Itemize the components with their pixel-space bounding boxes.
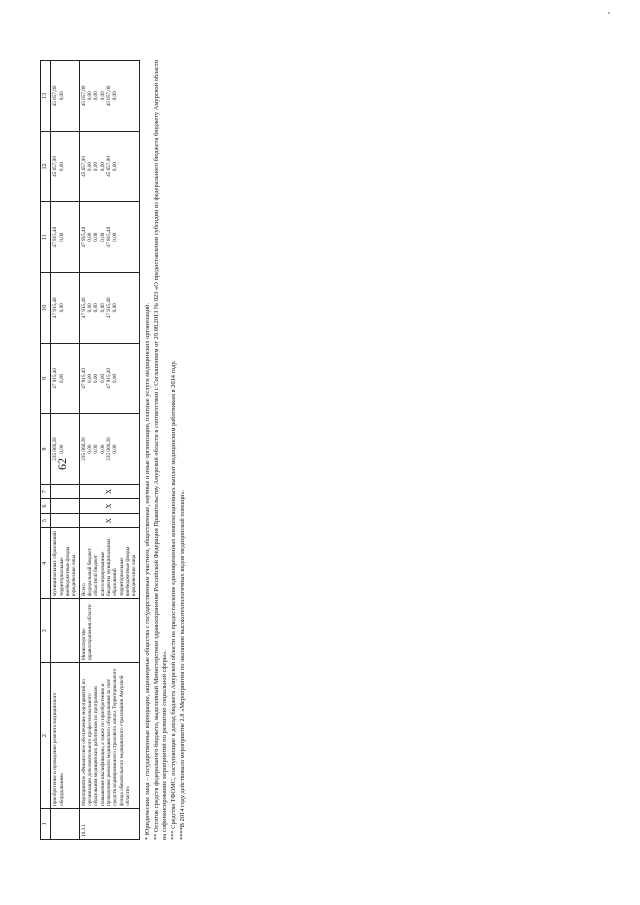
value: 0,00 xyxy=(99,232,106,242)
value: 47 915,40 xyxy=(80,226,87,248)
header-cell: 11 xyxy=(41,202,51,273)
header-cell: 8 xyxy=(41,414,51,485)
value: 0,00 xyxy=(58,232,65,242)
value: 0,00 xyxy=(112,444,119,454)
value: 0,00 xyxy=(87,303,94,313)
value: 45 657,00 xyxy=(80,85,87,107)
source-label: консолидированные бюджеты муниципальных образований xyxy=(99,538,119,597)
header-cell: 6 xyxy=(41,499,51,514)
value: 45 657,00 xyxy=(106,85,113,107)
col6-cell xyxy=(51,499,79,514)
cross-mark: X xyxy=(79,484,139,499)
header-cell: 7 xyxy=(41,484,51,499)
scan-speck xyxy=(608,12,610,14)
header-cell: 3 xyxy=(41,599,51,663)
value: 0,00 xyxy=(99,444,106,454)
footnotes xyxy=(144,60,187,840)
source-label: областной бюджет xyxy=(93,555,100,597)
source-label: территориальные внебюджетные фонды xyxy=(118,546,132,597)
header-cell: 10 xyxy=(41,272,51,343)
col13-cell xyxy=(51,61,79,132)
source-label: муниципальных образований xyxy=(52,531,59,597)
value: 0,00 xyxy=(93,161,100,172)
col10-cell xyxy=(79,272,139,343)
value: 235 060,20 xyxy=(106,437,113,461)
col9-cell xyxy=(51,343,79,414)
value: 45 657,00 xyxy=(106,156,113,177)
funding-sources xyxy=(79,528,139,599)
header-cell: 13 xyxy=(41,61,51,132)
program-table xyxy=(40,60,140,840)
value: 0,00 xyxy=(58,444,65,454)
value: 47 915,40 xyxy=(106,368,113,389)
value: 0,00 xyxy=(93,91,100,101)
source-label: территориальные внебюджетные фонды xyxy=(58,546,71,597)
header-cell: 4 xyxy=(41,528,51,599)
activity-name: Мероприятие «Финансовое обеспечение мероприятий по организации дополнительного профессионального образования медицинских работников по программам повышения квалификации, а также по приобретению и проведению ремонта медицинского оборудования за счет средств нормированного страхового запаса Территориального фонда обязательного медицинского страхования Амурской области» xyxy=(79,663,139,808)
value: 47 915,40 xyxy=(80,297,87,319)
header-cell: 9 xyxy=(41,343,51,414)
value: 45 657,00 xyxy=(80,156,87,177)
value: 0,00 xyxy=(58,91,65,101)
cross-mark: X xyxy=(79,513,139,528)
source-label: Всего xyxy=(80,583,87,597)
value: 45 657,00 xyxy=(52,85,59,107)
value: 0,00 xyxy=(58,303,65,313)
table-header-row xyxy=(41,61,51,840)
value: 0,00 xyxy=(112,161,119,172)
row-number: 10.3.1 xyxy=(79,808,139,839)
value: 0,00 xyxy=(93,373,100,383)
value: 47 915,40 xyxy=(52,368,59,389)
col9-cell xyxy=(79,343,139,414)
col12-cell xyxy=(79,131,139,202)
col11-cell xyxy=(79,202,139,273)
col8-cell xyxy=(79,414,139,485)
col11-cell xyxy=(51,202,79,273)
executor: Министерство здравоохранения области xyxy=(79,599,139,663)
header-cell: 2 xyxy=(41,663,51,808)
footnote: * Юридические лица – государственные корпорации, акционерные общества с государственным участием, общественные, научные и иные организации, платные услуги медицинских организаций. xyxy=(143,302,151,840)
value: 0,00 xyxy=(87,161,94,172)
value: 0,00 xyxy=(99,91,106,101)
value: 0,00 xyxy=(87,444,94,454)
footnote: ** Остаток средств федерального бюджета, выделенный Министерством здравоохранения Российской Федерации Правительству Амурской области в соответствии с Соглашением от 29.08.2013 № 023 «О предоставлении субсидии из федерального бюджета бюджету Амурской области на софинансирование мероприятий по развитию социальной сферы». xyxy=(152,60,168,840)
page-number: 62 xyxy=(55,458,69,470)
value: 47 915,40 xyxy=(52,297,59,319)
col13-cell xyxy=(79,61,139,132)
value: 235 060,20 xyxy=(52,437,59,461)
value: 0,00 xyxy=(87,373,94,383)
cross-mark: X xyxy=(79,499,139,514)
source-label: юридические лица xyxy=(131,554,138,597)
value: 45 657,00 xyxy=(52,156,59,177)
col7-cell xyxy=(51,484,79,499)
funding-sources xyxy=(51,528,79,599)
value: 0,00 xyxy=(112,232,119,242)
value: 0,00 xyxy=(99,373,106,383)
value: 47 915,40 xyxy=(106,226,113,248)
value: 0,00 xyxy=(112,373,119,383)
value: 0,00 xyxy=(58,373,65,383)
value: 0,00 xyxy=(93,232,100,242)
footnote: ****В 2014 году действовало мероприятие 2.8 «Мероприятия по оказанию высокотехнологичных видов медицинской помощи». xyxy=(178,489,186,840)
value: 47 915,40 xyxy=(106,297,113,319)
value: 0,00 xyxy=(87,232,94,242)
row-number xyxy=(51,808,79,839)
header-cell: 12 xyxy=(41,131,51,202)
value: 47 915,40 xyxy=(52,226,59,248)
col10-cell xyxy=(51,272,79,343)
source-label: федеральный бюджет xyxy=(87,548,94,597)
value: 0,00 xyxy=(112,91,119,101)
source-label: юридические лица xyxy=(71,554,78,597)
table-row xyxy=(79,61,139,840)
value: 47 915,40 xyxy=(80,368,87,389)
table-row xyxy=(51,61,79,840)
header-cell: 5 xyxy=(41,513,51,528)
value: 0,00 xyxy=(87,91,94,101)
value: 0,00 xyxy=(93,444,100,454)
rotated-page-content xyxy=(40,60,188,840)
activity-name: приобретение и проведение ремонта медицинского оборудования» xyxy=(51,663,79,808)
value: 0,00 xyxy=(58,161,65,172)
value: 0,00 xyxy=(99,161,106,172)
col8-cell xyxy=(51,414,79,485)
value: 0,00 xyxy=(112,303,119,313)
col12-cell xyxy=(51,131,79,202)
executor xyxy=(51,599,79,663)
col5-cell xyxy=(51,513,79,528)
header-cell: 1 xyxy=(41,808,51,839)
value: 0,00 xyxy=(93,303,100,313)
value: 235 060,20 xyxy=(80,437,87,461)
footnote: *** Средства ТФОМС, поступающие в доход бюджета Амурской области на предоставление единовременных компенсационных выплат медицинским работникам в 2014 году. xyxy=(169,360,177,840)
value: 0,00 xyxy=(99,303,106,313)
